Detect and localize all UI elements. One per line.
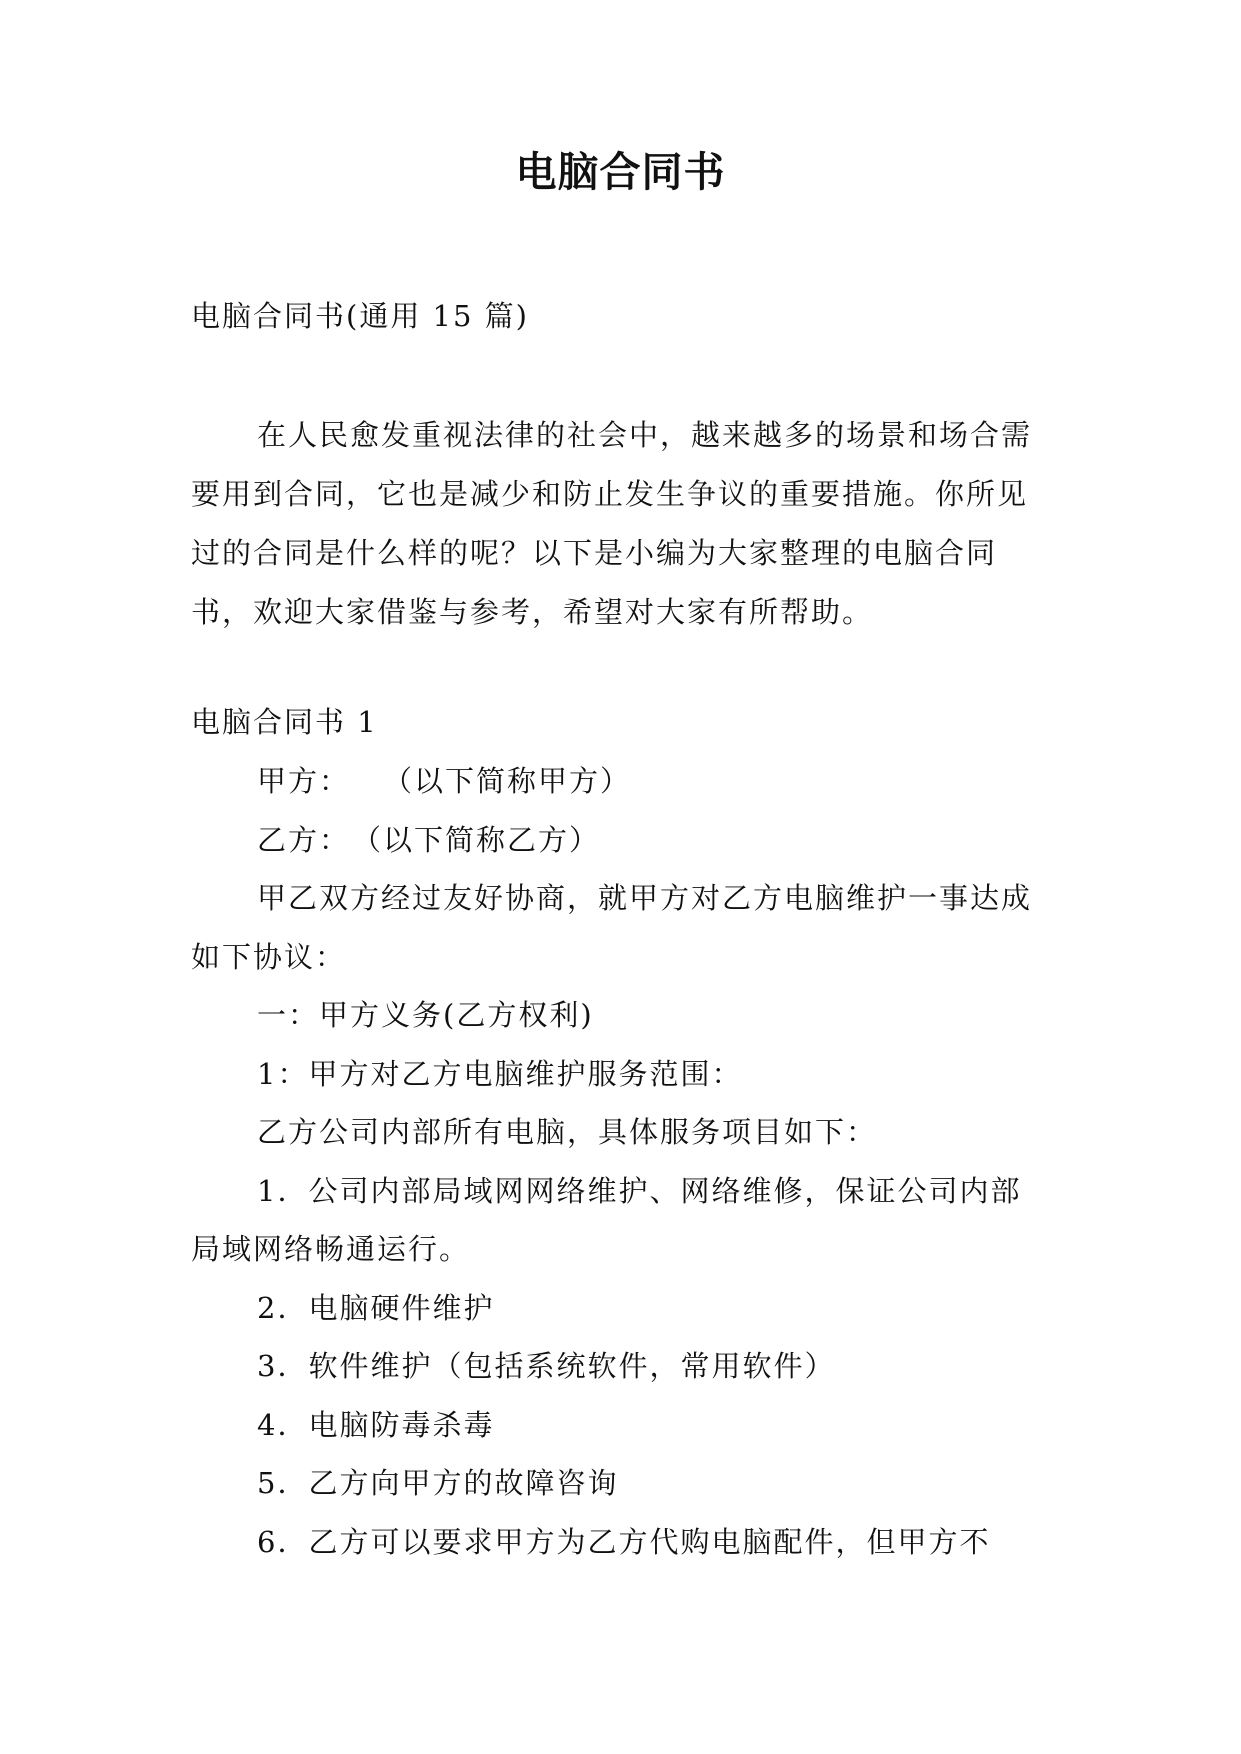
intro-paragraph bbox=[191, 406, 1051, 642]
agreement-paragraph: 甲乙双方经过友好协商，就甲方对乙方电脑维护一事达成如下协议： bbox=[191, 881, 1033, 974]
clause-item: 2．电脑硬件维护 bbox=[257, 1290, 495, 1325]
clause-item: 5．乙方向甲方的故障咨询 bbox=[257, 1466, 619, 1500]
clause-item: 乙方公司内部所有电脑，具体服务项目如下： bbox=[257, 1115, 878, 1149]
document-subtitle: 电脑合同书(通用 15 篇) bbox=[191, 299, 529, 333]
document-title: 电脑合同书 bbox=[515, 148, 726, 196]
contract-body bbox=[191, 752, 1051, 1571]
party-a-line: 甲方： （以下简称甲方） bbox=[257, 764, 632, 798]
section-title: 电脑合同书 1 bbox=[191, 705, 378, 739]
intro-text: 在人民愈发重视法律的社会中，越来越多的场景和场合需要用到合同，它也是减少和防止发生争议的重要措施。你所见过的合同是什么样的呢？以下是小编为大家整理的电脑合同书，欢迎大家借鉴与参考，希望对大家有所帮助。 bbox=[191, 418, 1033, 629]
clause-item: 3．软件维护（包括系统软件，常用软件） bbox=[257, 1349, 836, 1383]
clause-item: 4．电脑防毒杀毒 bbox=[257, 1407, 495, 1442]
clause-item: 1．公司内部局域网网络维护、网络维修，保证公司内部局域网络畅通运行。 bbox=[191, 1173, 1022, 1266]
clause-item: 6．乙方可以要求甲方为乙方代购电脑配件，但甲方不 bbox=[257, 1524, 991, 1559]
party-b-line: 乙方： （以下简称乙方） bbox=[257, 822, 601, 857]
clause-item: 1：甲方对乙方电脑维护服务范围： bbox=[257, 1056, 743, 1091]
clause-heading: 一：甲方义务(乙方权利) bbox=[257, 998, 594, 1032]
